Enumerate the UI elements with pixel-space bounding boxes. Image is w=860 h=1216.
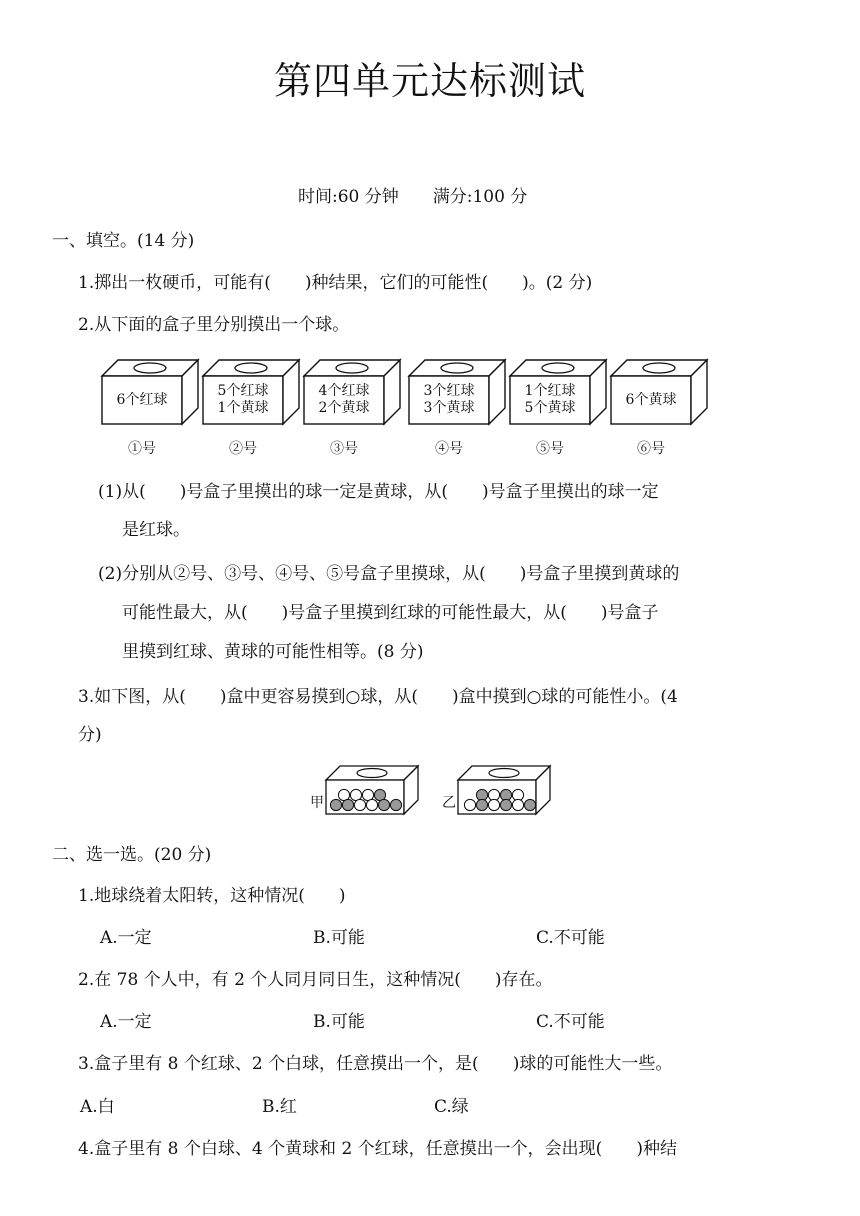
- box-2-contents: [203, 383, 283, 417]
- box-yi-figure: [458, 764, 553, 816]
- box-4-caption: ④号: [435, 441, 463, 457]
- question-2-4: 4.盒子里有 8 个白球、4 个黄球和 2 个红球，任意摸出一个，会出现( )种结: [78, 1139, 677, 1159]
- box-2-caption: ②号: [229, 441, 257, 457]
- box-1-contents: [102, 392, 182, 409]
- box-contents-line: 5个黄球: [524, 400, 576, 416]
- option-2-3-b: B.红: [262, 1097, 297, 1117]
- question-2-3: 3.盒子里有 8 个红球、2 个白球，任意摸出一个，是( )球的可能性大一些。: [78, 1054, 673, 1074]
- option-2-1-a: A.一定: [100, 928, 152, 948]
- option-2-2-c: C.不可能: [536, 1012, 605, 1032]
- question-1-3-line1: 3.如下图，从( )盒中更容易摸到○球，从( )盒中摸到○球的可能性小。(4: [78, 687, 678, 707]
- box-3-caption: ③号: [330, 441, 358, 457]
- exam-meta: 时间:60 分钟 满分:100 分: [298, 187, 528, 207]
- box-6-caption: ⑥号: [637, 441, 665, 457]
- question-1-2-2-line1: (2)分别从②号、③号、④号、⑤号盒子里摸球，从( )号盒子里摸到黄球的: [98, 564, 680, 584]
- box-5-caption: ⑤号: [536, 441, 564, 457]
- question-1-2-2-line2: 可能性最大，从( )号盒子里摸到红球的可能性最大，从( )号盒子: [122, 603, 659, 623]
- question-2-2: 2.在 78 个人中，有 2 个人同月同日生，这种情况( )存在。: [78, 970, 553, 990]
- option-2-1-c: C.不可能: [536, 928, 605, 948]
- question-1-2: 2.从下面的盒子里分别摸出一个球。: [78, 315, 350, 335]
- box-3-contents: [304, 383, 384, 417]
- question-1-2-1-line1: (1)从( )号盒子里摸出的球一定是黄球，从( )号盒子里摸出的球一定: [98, 482, 659, 502]
- option-2-3-c: C.绿: [434, 1097, 469, 1117]
- box-jia-figure: [326, 764, 421, 816]
- box-contents-line: 2个黄球: [318, 400, 370, 416]
- box-5-contents: [510, 383, 590, 417]
- box-contents-line: 5个红球: [217, 383, 269, 399]
- question-1-1: 1.掷出一枚硬币，可能有( )种结果，它们的可能性( )。(2 分): [78, 273, 593, 293]
- option-2-2-b: B.可能: [313, 1012, 365, 1032]
- section-2-heading: 二、选一选。(20 分): [52, 845, 212, 865]
- option-2-3-a: A.白: [80, 1097, 115, 1117]
- box-contents-line: 6个红球: [116, 392, 168, 408]
- option-2-1-b: B.可能: [313, 928, 365, 948]
- page-title: 第四单元达标测试: [273, 59, 586, 103]
- box-contents-line: 6个黄球: [625, 392, 677, 408]
- question-1-3-line2: 分): [78, 725, 102, 745]
- box-contents-line: 4个红球: [318, 383, 370, 399]
- question-1-2-1-line2: 是红球。: [122, 520, 190, 540]
- box-contents-line: 3个红球: [423, 383, 475, 399]
- box-4-contents: [409, 383, 489, 417]
- box-jia-label: 甲: [310, 795, 324, 811]
- box-1-caption: ①号: [128, 441, 156, 457]
- box-yi-label: 乙: [442, 795, 456, 811]
- question-2-1: 1.地球绕着太阳转，这种情况( ): [78, 886, 346, 906]
- question-1-2-2-line3: 里摸到红球、黄球的可能性相等。(8 分): [122, 642, 424, 662]
- box-contents-line: 1个红球: [524, 383, 576, 399]
- box-6-contents: [611, 392, 691, 409]
- box-contents-line: 1个黄球: [217, 400, 269, 416]
- box-contents-line: 3个黄球: [423, 400, 475, 416]
- option-2-2-a: A.一定: [100, 1012, 152, 1032]
- section-1-heading: 一、填空。(14 分): [52, 231, 195, 251]
